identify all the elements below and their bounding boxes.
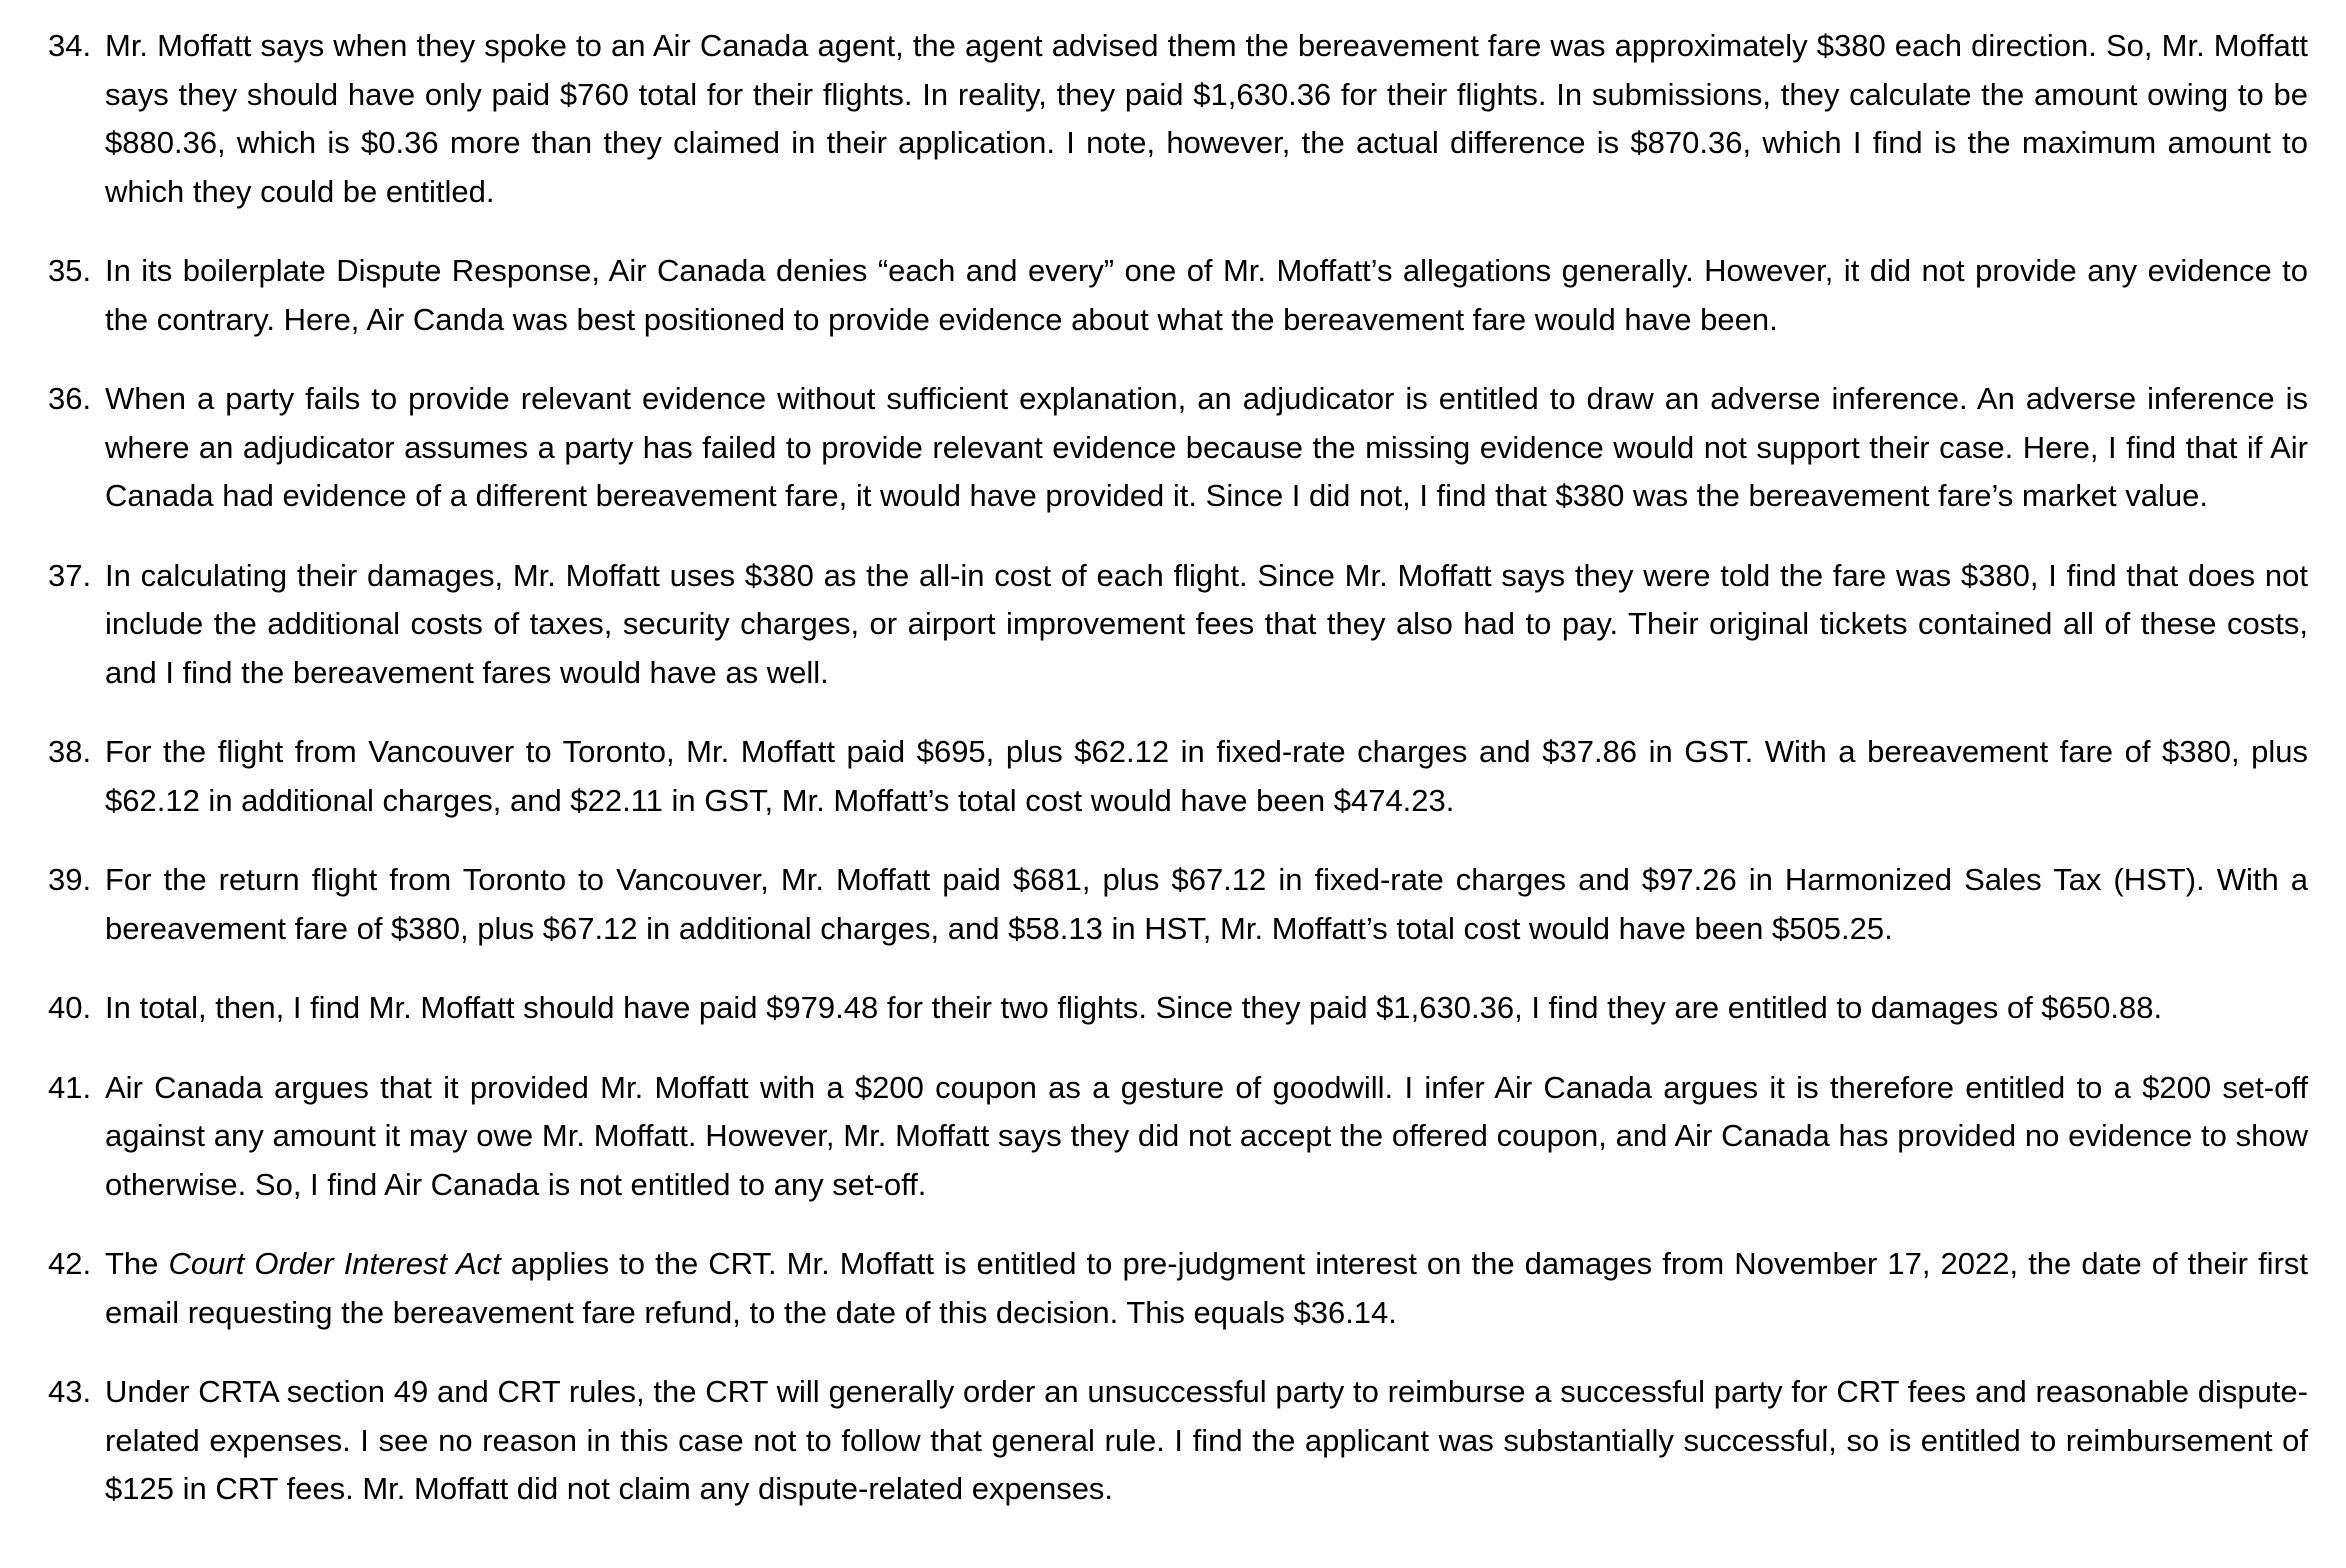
paragraph-text: Air Canada argues that it provided Mr. Moffatt with a $200 coupon as a gesture of goodwill. I infer Air Canada argues it is therefore entitled to a $200 set-off against any amount it may owe Mr. Moffatt. However, Mr. Moffatt says they did not accept the offered coupon, and Air Canada has provided no evidence to show otherwise. So, I find Air Canada is not entitled to any set-off. xyxy=(105,1069,2308,1202)
numbered-paragraph xyxy=(48,856,2308,953)
paragraph-number: 34. xyxy=(48,28,92,63)
numbered-paragraph xyxy=(48,22,2308,216)
paragraph-text: For the return flight from Toronto to Vancouver, Mr. Moffatt paid $681, plus $67.12 in fixed-rate charges and $97.26 in Harmonized Sales Tax (HST). With a bereavement fare of $380, plus $67.12 in additional charges, and $58.13 in HST, Mr. Moffatt’s total cost would have been $505.25. xyxy=(105,862,2308,946)
numbered-paragraph xyxy=(48,728,2308,825)
paragraph-text: Mr. Moffatt says when they spoke to an Air Canada agent, the agent advised them the bereavement fare was approximately $380 each direction. So, Mr. Moffatt says they should have only paid $760 total for their flights. In reality, they paid $1,630.36 for their flights. In submissions, they calculate the amount owing to be $880.36, which is $0.36 more than they claimed in their application. I note, however, the actual difference is $870.36, which I find is the maximum amount to which they could be entitled. xyxy=(105,28,2308,209)
numbered-paragraph xyxy=(48,247,2308,344)
numbered-paragraph xyxy=(48,1368,2308,1514)
paragraph-text: Under CRTA section 49 and CRT rules, the CRT will generally order an unsuccessful party to reimburse a successful party for CRT fees and reasonable dispute-related expenses. I see no reason in this case not to follow that general rule. I find the applicant was substantially successful, so is entitled to reimbursement of $125 in CRT fees. Mr. Moffatt did not claim any dispute-related expenses. xyxy=(105,1374,2308,1506)
paragraph-number: 42. xyxy=(48,1246,92,1281)
paragraph-number: 41. xyxy=(48,1069,92,1105)
numbered-paragraph xyxy=(48,984,2308,1033)
paragraph-text: In its boilerplate Dispute Response, Air Canada denies “each and every” one of Mr. Moffatt’s allegations generally. However, it did not provide any evidence to the contrary. Here, Air Canda was best positioned to provide evidence about what the bereavement fare would have been. xyxy=(105,253,2308,337)
paragraph-text: For the flight from Vancouver to Toronto, Mr. Moffatt paid $695, plus $62.12 in fixed-rate charges and $37.86 in GST. With a bereavement fare of $380, plus $62.12 in additional charges, and $22.11 in GST, Mr. Moffatt’s total cost would have been $474.23. xyxy=(105,734,2308,818)
paragraph-number: 37. xyxy=(48,557,92,593)
numbered-paragraph xyxy=(48,1064,2308,1210)
paragraph-text: In calculating their damages, Mr. Moffatt uses $380 as the all-in cost of each flight. Since Mr. Moffatt says they were told the fare was $380, I find that does not include the additional costs of taxes, security charges, or airport improvement fees that they also had to pay. Their original tickets contained all of these costs, and I find the bereavement fares would have as well. xyxy=(105,557,2308,690)
paragraph-text: The xyxy=(105,1246,169,1281)
numbered-paragraph xyxy=(48,552,2308,698)
paragraph-number: 35. xyxy=(48,253,92,288)
paragraph-number: 40. xyxy=(48,990,92,1025)
paragraph-number: 43. xyxy=(48,1374,92,1409)
paragraph-text: applies to the CRT. Mr. Moffatt is entitled to pre-judgment interest on the damages from November 17, 2022, the date of their first email requesting the bereavement fare refund, to the date of this decision. This equals $36.14. xyxy=(105,1246,2308,1330)
paragraph-text: In total, then, I find Mr. Moffatt should have paid $979.48 for their two flights. Since they paid $1,630.36, I find they are entitled to damages of $650.88. xyxy=(105,990,2163,1025)
numbered-paragraph xyxy=(48,375,2308,521)
paragraph-italic-text: Court Order Interest Act xyxy=(168,1246,501,1281)
numbered-paragraph xyxy=(48,1240,2308,1337)
paragraph-number: 36. xyxy=(48,381,92,416)
decision-document xyxy=(48,22,2308,1545)
paragraph-number: 39. xyxy=(48,862,92,897)
paragraph-number: 38. xyxy=(48,734,92,769)
paragraph-text: When a party fails to provide relevant evidence without sufficient explanation, an adjudicator is entitled to draw an adverse inference. An adverse inference is where an adjudicator assumes a party has failed to provide relevant evidence because the missing evidence would not support their case. Here, I find that if Air Canada had evidence of a different bereavement fare, it would have provided it. Since I did not, I find that $380 was the bereavement fare’s market value. xyxy=(105,381,2308,513)
